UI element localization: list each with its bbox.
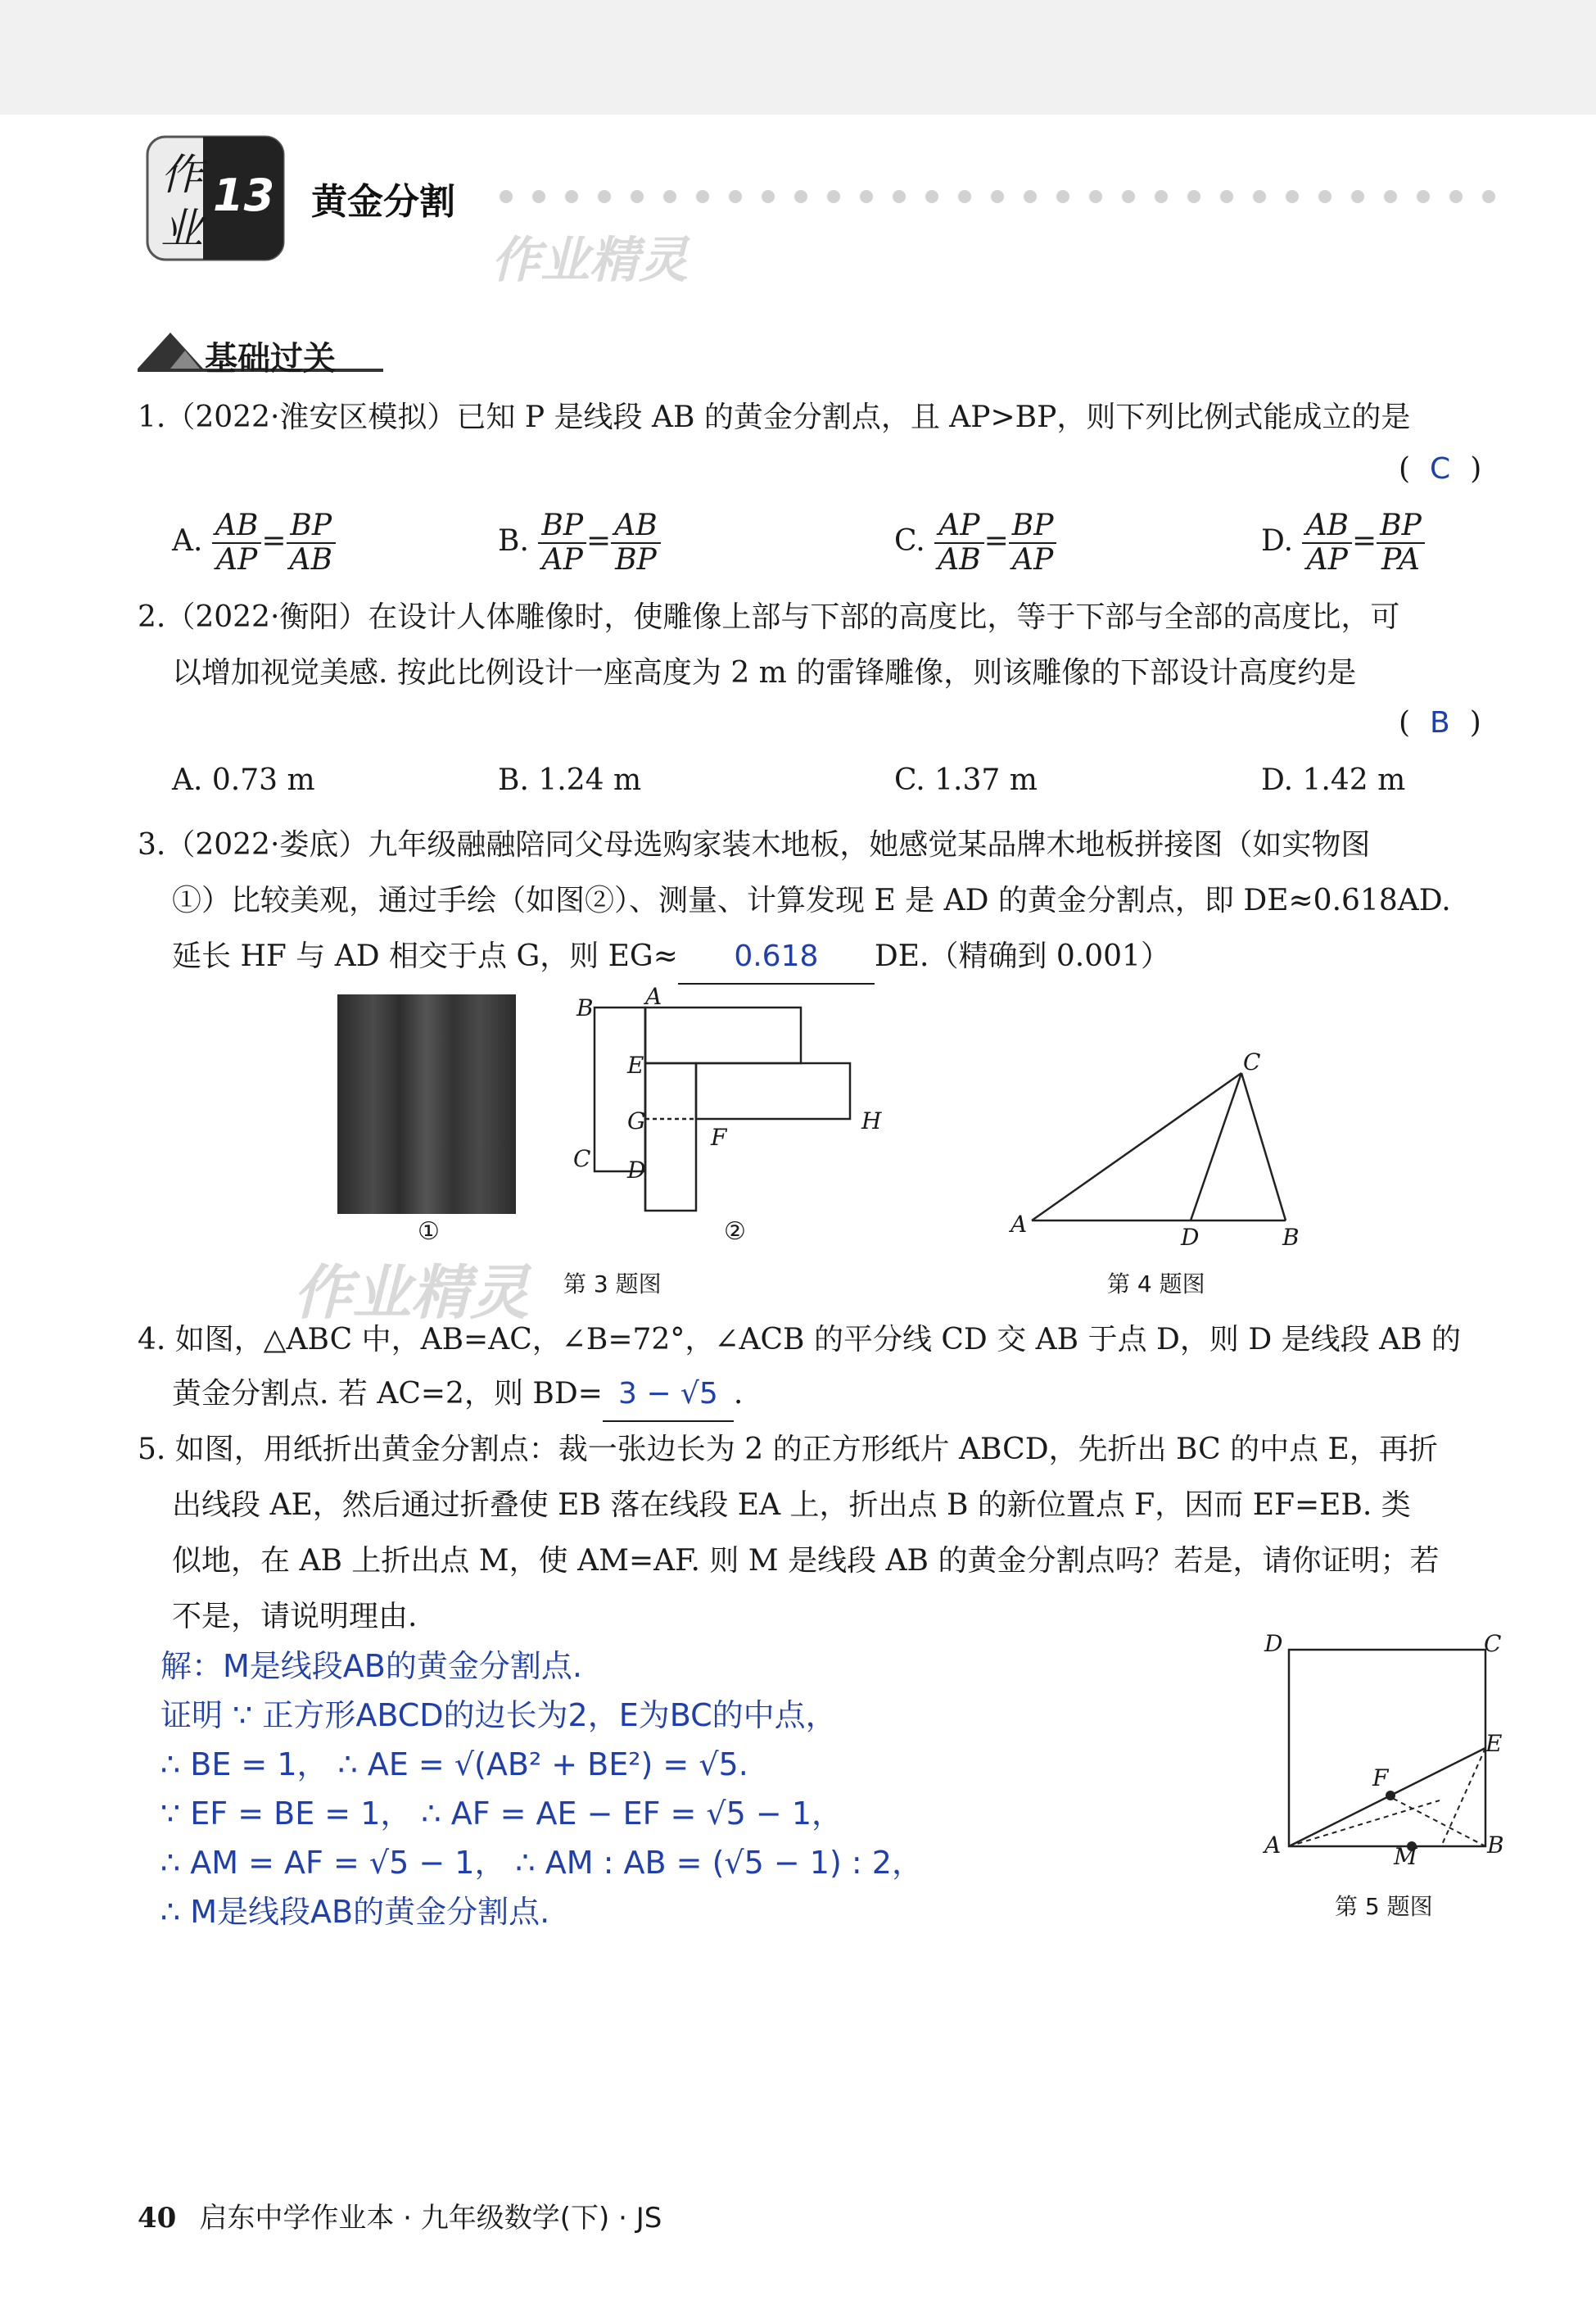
q5-solution-line5: ∴ AM = AF = √5 − 1， ∴ AM : AB = (√5 − 1) : 2， <box>161 1845 923 1881</box>
q4-figure-caption: 第 4 题图 <box>1107 1270 1205 1297</box>
q2-option-d: D. 1.42 m <box>1261 763 1406 797</box>
q3-fig2-rect-top <box>645 1008 801 1063</box>
q4-stem-line1: 4. 如图，△ABC 中，AB=AC，∠B=72°，∠ACB 的平分线 CD 交 AB 于点 D，则 D 是线段 AB 的 <box>138 1323 1461 1356</box>
q3-fig1-label: ① <box>418 1217 440 1246</box>
homework-badge <box>146 135 285 262</box>
q3-fig2-rect-right <box>696 1063 850 1119</box>
q1-answer-bracket: ( C ) <box>1399 452 1482 486</box>
q5-solution-line3: ∴ BE = 1， ∴ AE = √(AB² + BE²) = √5. <box>161 1746 748 1782</box>
q5-label-m: M <box>1394 1843 1417 1870</box>
q2-option-a: A. 0.73 m <box>172 763 315 797</box>
q1-option-d: D. $\frac{AB}{AP}$ = $\frac{BP}{PA}$ <box>1261 509 1425 577</box>
q3-fig2-rect-bottom <box>645 1063 696 1211</box>
q3-label-f: F <box>711 1124 727 1151</box>
q4-label-c: C <box>1243 1048 1261 1076</box>
q3-label-c: C <box>573 1145 591 1172</box>
q4-stem-line2: 黄金分割点. 若 AC=2，则 BD= 3 − √5 . <box>172 1368 909 1422</box>
section-heading <box>138 326 383 378</box>
q1-answer: C <box>1430 452 1451 486</box>
q3-label-g: G <box>627 1107 646 1134</box>
badge-char-1: 作 <box>161 151 204 200</box>
page-title: 黄金分割 <box>311 181 455 223</box>
q5-solution-line6: ∴ M是线段AB的黄金分割点. <box>161 1894 550 1930</box>
q2-option-c: C. 1.37 m <box>894 763 1038 797</box>
q5-label-c: C <box>1484 1630 1502 1657</box>
q5-point-f <box>1386 1791 1395 1800</box>
q4-answer: 3 − √5 <box>617 1377 718 1411</box>
q5-stem-line4: 不是，请说明理由. <box>172 1600 418 1633</box>
q3-answer: 0.618 <box>734 940 819 973</box>
q4-triangle-figure <box>1015 1057 1310 1237</box>
q5-stem-line3: 似地，在 AB 上折出点 M，使 AM=AF. 则 M 是线段 AB 的黄金分割点吗？若是，请你证明；若 <box>172 1544 1440 1578</box>
q5-square-figure <box>1277 1638 1507 1859</box>
q2-stem-line2: 以增加视觉美感. 按此比例设计一座高度为 2 m 的雷锋雕像，则该雕像的下部设计高度约是 <box>172 656 1357 690</box>
title-dot-row <box>500 190 1515 206</box>
page-footer <box>138 2195 662 2235</box>
q3-stem-line1: 3.（2022·娄底）九年级融融陪同父母选购家装木地板，她感觉某品牌木地板拼接图（如实物图 <box>138 828 1371 862</box>
q5-solution-line1: 解：M是线段AB的黄金分割点. <box>161 1648 582 1684</box>
q4-label-a: A <box>1010 1211 1028 1238</box>
q5-figure-caption: 第 5 题图 <box>1335 1893 1433 1920</box>
badge-number: 13 <box>213 170 275 221</box>
q5-label-a: A <box>1264 1832 1282 1859</box>
q4-label-d: D <box>1181 1224 1200 1251</box>
badge-char-2: 业 <box>161 205 204 254</box>
book-title: 启东中学作业本 · 九年级数学(下) · JS <box>199 2202 662 2235</box>
q1-option-a: A. $\frac{AB}{AP}$ = $\frac{BP}{AB}$ <box>172 509 336 577</box>
q3-figure-2 <box>565 983 893 1229</box>
q5-solution-line4: ∵ EF = BE = 1， ∴ AF = AE − EF = √5 − 1， <box>161 1796 843 1832</box>
q3-stem-line3: 延长 HF 与 AD 相交于点 G，则 EG≈ 0.618 DE.（精确到 0.001） <box>172 931 1400 985</box>
q3-label-d: D <box>627 1157 646 1184</box>
q3-label-b: B <box>576 994 594 1021</box>
q1-option-c: C. $\frac{AP}{AB}$ = $\frac{BP}{AP}$ <box>894 509 1056 577</box>
wood-floor-photo <box>337 994 516 1214</box>
q4-label-b: B <box>1282 1224 1300 1251</box>
q2-option-b: B. 1.24 m <box>498 763 642 797</box>
section-title-text: 基础过关 <box>205 340 336 378</box>
watermark-top: 作业精灵 <box>491 232 688 289</box>
q5-label-e: E <box>1485 1730 1503 1757</box>
q2-answer: B <box>1430 706 1450 740</box>
q2-stem-line1: 2.（2022·衡阳）在设计人体雕像时，使雕像上部与下部的高度比，等于下部与全部的高度比，可 <box>138 600 1400 634</box>
page-number: 40 <box>138 2202 177 2235</box>
q5-label-f: F <box>1372 1764 1389 1791</box>
q5-label-b: B <box>1487 1832 1504 1859</box>
q3-fig2-rect-left <box>595 1008 645 1171</box>
q5-stem-line1: 5. 如图，用纸折出黄金分割点：裁一张边长为 2 的正方形纸片 ABCD，先折出 BC 的中点 E，再折 <box>138 1433 1438 1466</box>
q3-label-h: H <box>861 1107 882 1134</box>
q3-figure-caption: 第 3 题图 <box>563 1270 662 1297</box>
q3-stem-line2: ①）比较美观，通过手绘（如图②）、测量、计算发现 E 是 AD 的黄金分割点，即 DE≈0.618AD. <box>172 884 1451 917</box>
q3-fig2-label: ② <box>724 1217 746 1246</box>
q1-stem: 1.（2022·淮安区模拟）已知 P 是线段 AB 的黄金分割点，且 AP>BP，则下列比例式能成立的是 <box>138 401 1411 434</box>
q3-label-e: E <box>627 1052 644 1079</box>
q3-label-a: A <box>645 983 662 1010</box>
q5-stem-line2: 出线段 AE，然后通过折叠使 EB 落在线段 EA 上，折出点 B 的新位置点 F，因而 EF=EB. 类 <box>172 1488 1411 1522</box>
q2-answer-bracket: ( B ) <box>1399 706 1481 740</box>
top-scan-band <box>0 0 1596 115</box>
watermark-middle: 作业精灵 <box>293 1258 530 1327</box>
q5-solution-line2: 证明 ∵ 正方形ABCD的边长为2，E为BC的中点， <box>161 1697 837 1733</box>
q1-option-b: B. $\frac{BP}{AP}$ = $\frac{AB}{BP}$ <box>498 509 661 577</box>
q5-label-d: D <box>1264 1630 1283 1657</box>
